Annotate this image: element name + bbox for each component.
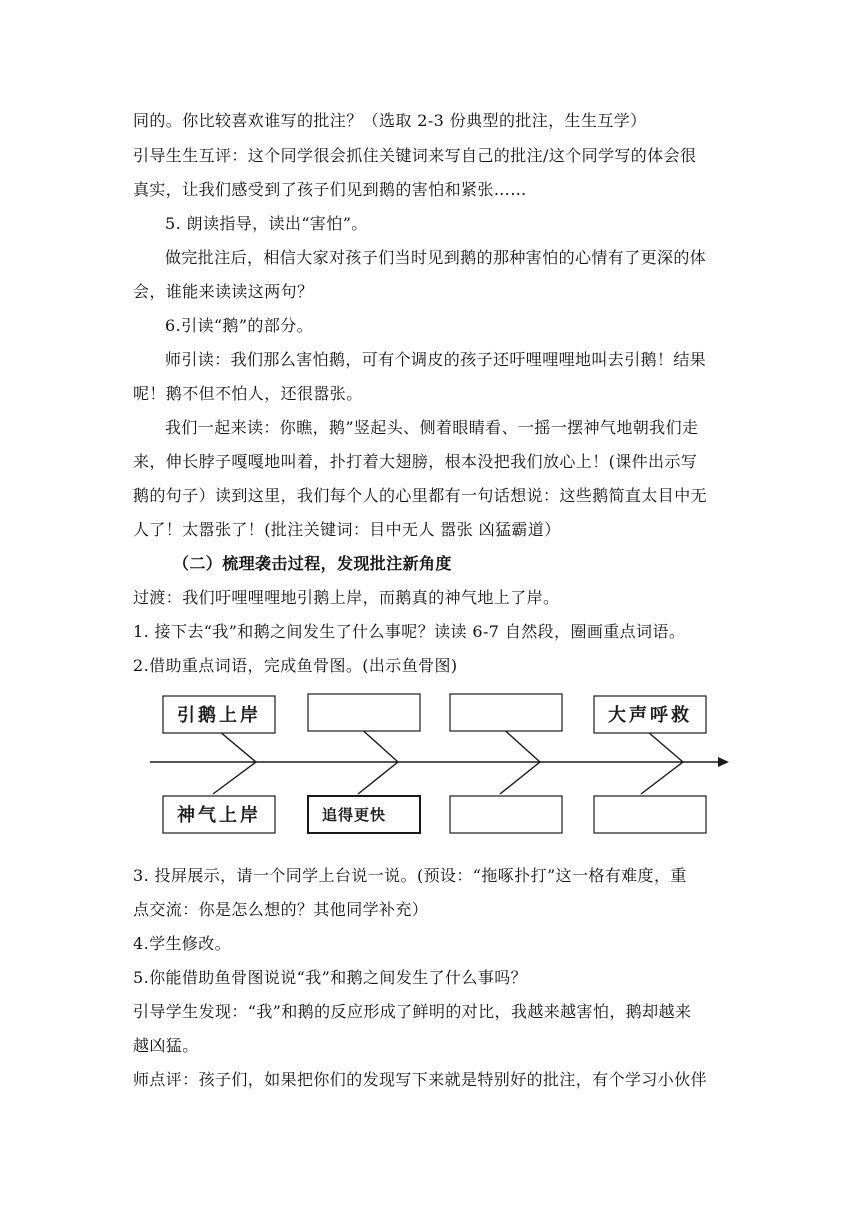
rib-lower-3 [500,762,540,794]
fishbone-box-top-2 [308,694,420,731]
text-line: 同的。你比较喜欢谁写的批注？（选取 2-3 份典型的批注，生生互学） [133,111,647,130]
text-line: 过渡：我们吁哩哩哩地引鹅上岸，而鹅真的神气地上了岸。 [133,588,560,607]
text-line: 师点评：孩子们，如果把你们的发现写下来就是特别好的批注，有个学习小伙伴 [133,1070,708,1089]
text-line: 3. 投屏展示，请一个同学上台说一说。(预设：“拖啄扑打”这一格有难度，重 [133,866,687,885]
fishbone-label: 神气上岸 [177,805,261,826]
text-line: 1. 接下去“我”和鹅之间发生了什么事呢？读读 6-7 自然段，圈画重点词语。 [133,622,686,641]
text-line: 呢！鹅不但不怕人，还很嚣张。 [133,384,363,403]
text-line: 师引读：我们那么害怕鹅，可有个调皮的孩子还吁哩哩哩地叫去引鹅！结果 [165,350,707,369]
fishbone-diagram [148,686,733,838]
text-line: 真实，让我们感受到了孩子们见到鹅的害怕和紧张…… [133,180,527,199]
text-line: 我们一起来读：你瞧，鹅”竖起头、侧着眼睛看、一摇一摆神气地朝我们走 [165,418,699,437]
fishbone-box-bottom-3 [450,796,562,833]
section-heading: （二）梳理袭击过程，发现批注新角度 [173,554,452,573]
fishbone-label: 大声呼救 [608,705,692,726]
text-line: 鹅的句子）读到这里，我们每个人的心里都有一句话想说：这些鹅简直太目中无 [133,486,708,505]
text-line: 点交流：你是怎么想的？其他同学补充） [133,900,429,919]
arrow-head-icon [718,757,729,767]
rib-lower-4 [641,762,683,794]
rib-lower-1 [213,762,256,794]
text-line: 来，伸长脖子嘎嘎地叫着，扑打着大翅膀，根本没把我们放心上！(课件出示写 [133,452,698,471]
text-line: 2.借助重点词语，完成鱼骨图。(出示鱼骨图) [133,656,458,675]
text-line: 会，谁能来读读这两句？ [133,282,314,301]
text-line: 人了！太嚣张了！(批注关键词：目中无人 嚣张 凶猛霸道） [133,520,561,539]
text-line: 越凶猛。 [133,1036,199,1055]
fishbone-label: 追得更快 [321,806,387,824]
text-line: 5. 朗读指导，读出“害怕”。 [165,214,368,233]
text-line: 6.引读“鹅”的部分。 [165,316,314,335]
text-line: 引导学生发现：“我”和鹅的反应形成了鲜明的对比，我越来越害怕，鹅却越来 [133,1002,692,1021]
fishbone-box-top-3 [450,694,562,731]
text-line: 做完批注后，相信大家对孩子们当时见到鹅的那种害怕的心情有了更深的体 [165,248,707,267]
rib-lower-2 [358,762,398,794]
fishbone-box-bottom-4 [594,796,706,833]
text-line: 引导生生互评：这个同学很会抓住关键词来写自己的批注/这个同学写的体会很 [133,146,697,165]
text-line: 4.学生修改。 [133,934,232,953]
text-line: 5.你能借助鱼骨图说说“我”和鹅之间发生了什么事吗？ [133,968,528,987]
fishbone-label: 引鹅上岸 [177,705,261,726]
